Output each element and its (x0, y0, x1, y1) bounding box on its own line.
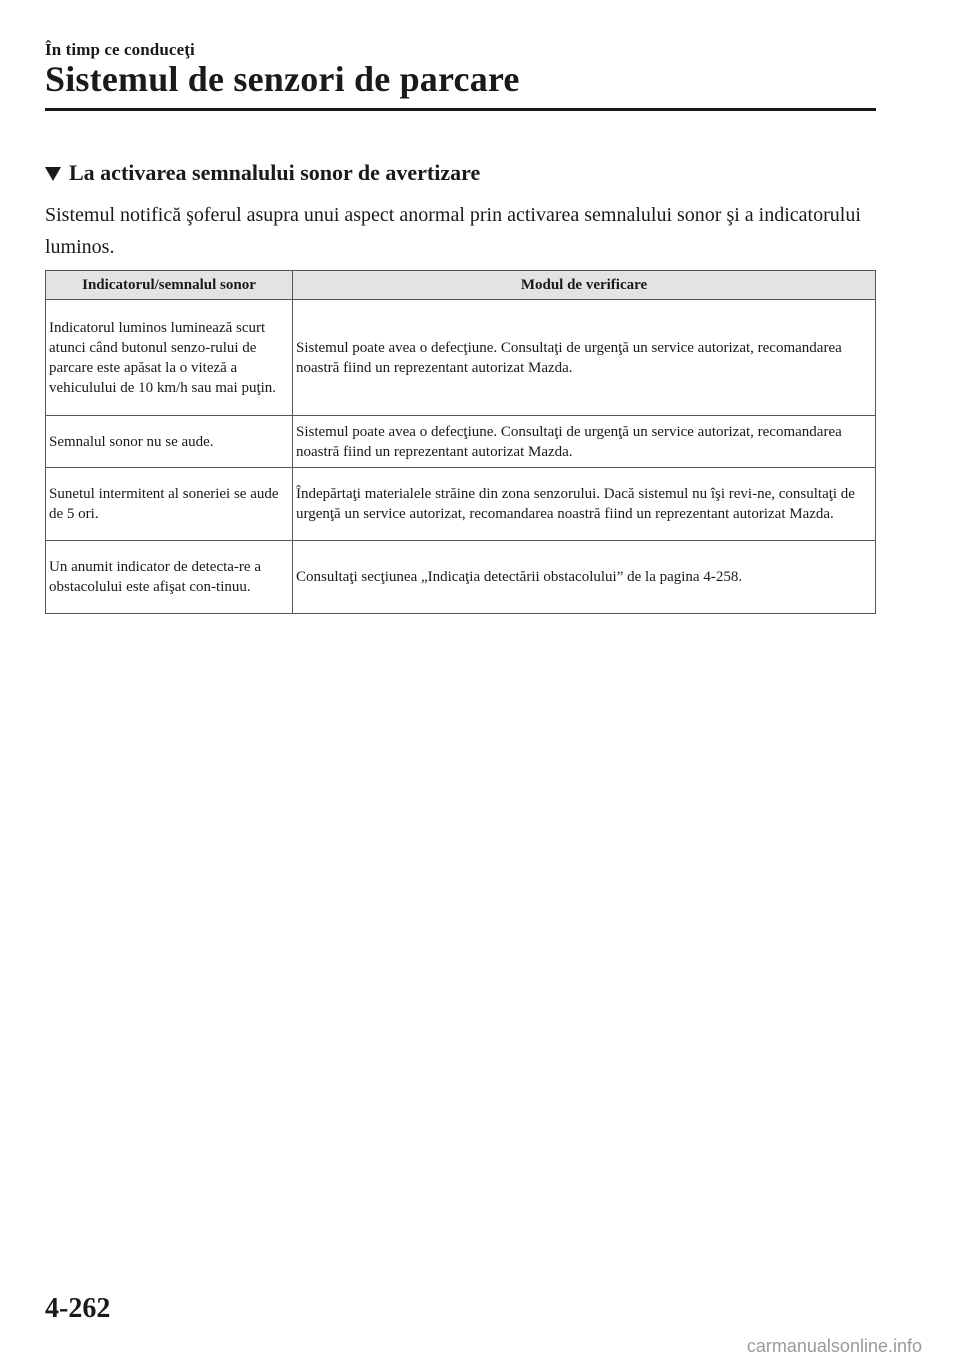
table-row (46, 541, 876, 614)
table-row (46, 300, 876, 416)
section-heading-text: La activarea semnalului sonor de avertizare (69, 160, 481, 185)
indicator-cell: Un anumit indicator de detecta-re a obstacolului este afişat con-tinuu. (46, 541, 293, 614)
watermark: carmanualsonline.info (746, 1336, 922, 1356)
diagnostic-table (45, 270, 876, 614)
indicator-cell: Indicatorul luminos luminează scurt atunci când butonul senzo-rului de parcare este apăsat la o viteză a vehiculului de 10 km/h sau mai puţin. (46, 300, 293, 416)
title-divider (45, 108, 876, 111)
column-header-check: Modul de verificare (293, 271, 876, 300)
intro-paragraph: Sistemul notifică şoferul asupra unui aspect anormal prin activarea semnalului sonor şi a indicatorului luminos. (45, 204, 861, 258)
check-cell: Îndepărtaţi materialele străine din zona senzorului. Dacă sistemul nu îşi revi-ne, consultaţi de urgenţă un service autorizat, recomandarea noastră fiind un reprezentant autorizat Mazda. (293, 468, 876, 541)
column-header-indicator: Indicatorul/semnalul sonor (46, 271, 293, 300)
table-header-row (46, 271, 876, 300)
table-row (46, 468, 876, 541)
indicator-cell: Sunetul intermitent al soneriei se aude de 5 ori. (46, 468, 293, 541)
page-number: 4-262 (45, 1293, 111, 1324)
check-cell: Sistemul poate avea o defecţiune. Consultaţi de urgenţă un service autorizat, recomandarea noastră fiind un reprezentant autorizat Mazda. (293, 416, 876, 468)
triangle-down-icon (45, 167, 61, 181)
chapter-label: În timp ce conduceţi (45, 40, 195, 59)
section-heading (45, 160, 480, 186)
check-cell: Sistemul poate avea o defecţiune. Consultaţi de urgenţă un service autorizat, recomandarea noastră fiind un reprezentant autorizat Mazda. (293, 300, 876, 416)
page-title: Sistemul de senzori de parcare (45, 59, 520, 99)
check-cell: Consultaţi secţiunea „Indicaţia detectării obstacolului” de la pagina 4-258. (293, 541, 876, 614)
indicator-cell: Semnalul sonor nu se aude. (46, 416, 293, 468)
table-row (46, 416, 876, 468)
